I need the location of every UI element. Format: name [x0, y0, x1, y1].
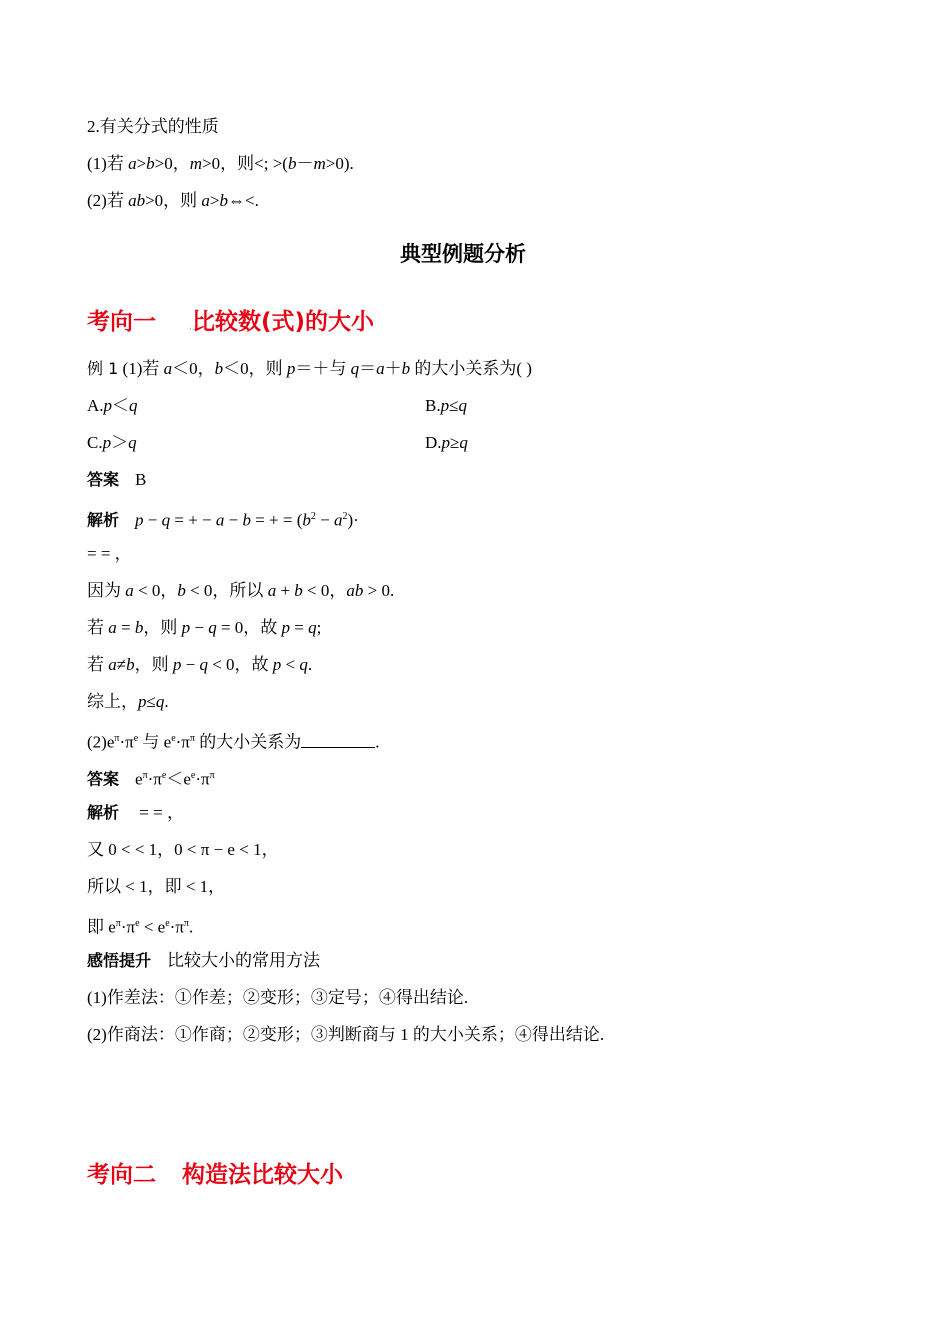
analysis-2-line-2: 又 0 < < 1，0 < π − e < 1，: [87, 840, 279, 859]
analysis-2-line-3: 所以 < 1，即 < 1，: [87, 877, 226, 896]
answer-blank: [301, 733, 375, 748]
analysis-2-line-4: 即 $e^\pi\cdot\pi^e < e^e\cdot\pi^\pi$.: [87, 917, 194, 937]
analysis-1-line-1: 解析 p − q = + − a − b = + = $(b^2 - a^2)\cdot$: [87, 510, 359, 530]
fraction-property-1: (1)若 a>b>0，m>0，则<; >(b－m>0).: [87, 154, 354, 173]
option-c: C.p＞q: [87, 433, 137, 452]
example-1-part-2: $(2)e^\pi\cdot\pi^e$ 与 $e^e\cdot\pi^\pi$ 的大小关系为 .: [87, 732, 380, 752]
section-title: 典型例题分析: [400, 242, 526, 266]
analysis-1-line-4: 若 a = b，则 p − q = 0，故 p = q;: [87, 618, 322, 637]
fraction-properties-heading: 2.有关分式的性质: [87, 117, 219, 136]
answer-2: 答案 $e^\pi\cdot\pi^e<e^e\cdot\pi^\pi$: [87, 769, 215, 789]
analysis-1-line-2: = = ，: [87, 544, 132, 563]
example-1-stem: 例 1 (1)若 a＜0，b＜0，则 p＝＋与 q＝a＋b 的大小关系为( ): [87, 359, 532, 378]
option-b: B.p≤q: [425, 396, 467, 415]
insight-method-2: (2)作商法：①作商；②变形；③判断商与 1 的大小关系；④得出结论.: [87, 1025, 605, 1044]
fraction-property-2: (2)若 ab>0，则 a>b⇔<.: [87, 191, 259, 210]
analysis-1-line-3: 因为 a < 0，b < 0，所以 a + b < 0，ab > 0.: [87, 581, 395, 600]
direction-two-title: 考向二 构造法比较大小: [87, 1162, 343, 1188]
insight-heading: 感悟提升 比较大小的常用方法: [87, 951, 321, 970]
analysis-1-line-5: 若 a≠b，则 p − q < 0，故 p < q.: [87, 655, 313, 674]
option-a: A.p＜q: [87, 396, 138, 415]
analysis-2-line-1: 解析 = = ，: [87, 803, 184, 822]
direction-one-title: 考向一 .比较数(式)的大小: [87, 309, 375, 335]
answer-1: 答案 B: [87, 470, 147, 489]
option-d: D.p≥q: [425, 433, 468, 452]
analysis-1-line-6: 综上，p≤q.: [87, 692, 169, 711]
insight-method-1: (1)作差法：①作差；②变形；③定号；④得出结论.: [87, 988, 469, 1007]
